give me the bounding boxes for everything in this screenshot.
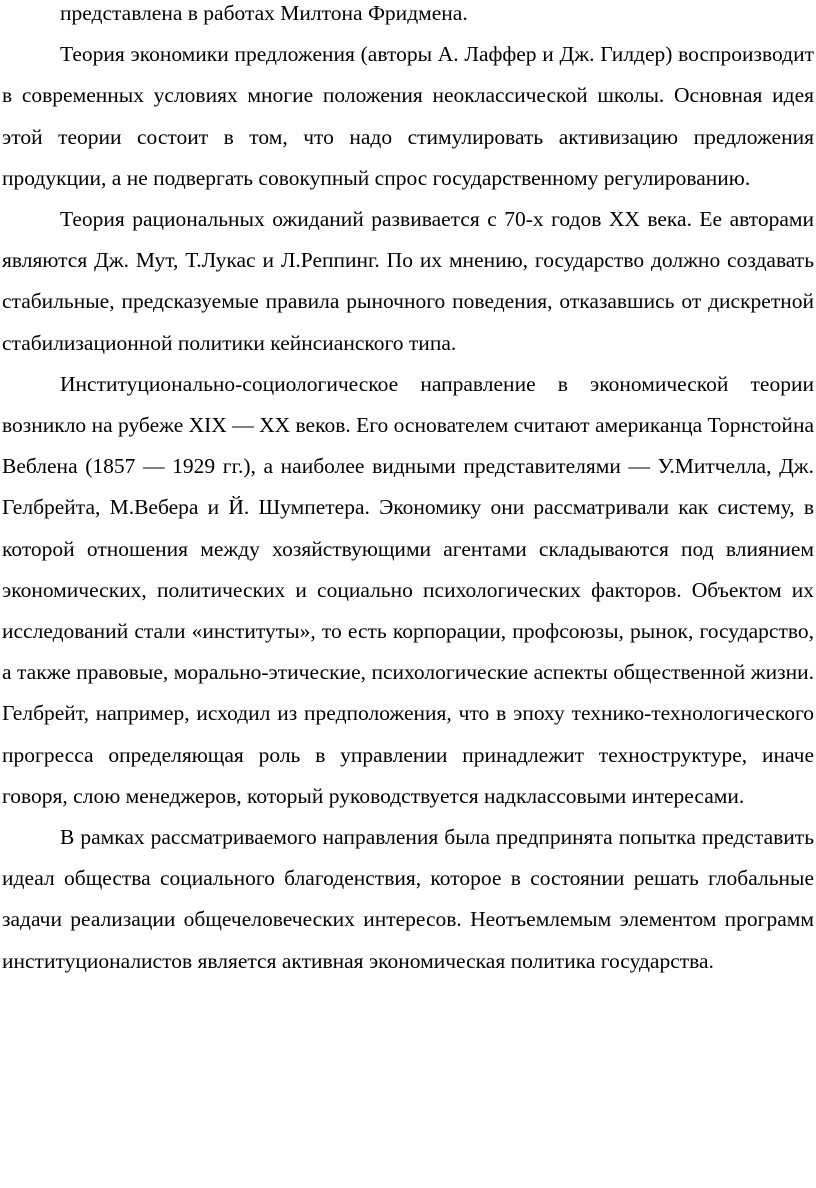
paragraph-rational-expectations: Теория рациональных ожиданий развивается с 70-х годов XX века. Ее авторами являются Дж. Мут, Т.Лукас и Л.Реппинг. По их мнению, государство должно создавать стабильные, предсказуемые правила рыночного поведения, отказавшись от дискретной стабилизационной политики кейнсианского типа. — [2, 207, 814, 355]
paragraph-institutional-direction: Институционально-социологическое направление в экономической теории возникло на рубеже XIX — XX веков. Его основателем считают американца Торнстойна Веблена (1857 — 1929 гг.), а наиболее видными представителями — У.Митчелла, Дж. Гелбрейта, М.Вебера и Й. Шумпетера. Экономику они рассматривали как систему, в которой отношения между хозяйствующими агентами складываются под влиянием экономических, политических и социально психологических факторов. Объектом их исследований стали «институты», то есть корпорации, профсоюзы, рынок, государство, а также правовые, морально-этические, психологические аспекты общественной жизни. Гелбрейт, например, исходил из предположения, что в эпоху технико-технологического прогресса определяющая роль в управлении принадлежит техноструктуре, иначе говоря, слою менеджеров, который руководствуется надклассовыми интересами. — [2, 371, 814, 808]
paragraph-continuation: представлена в работах Милтона Фридмена. — [60, 1, 468, 25]
paragraph-social-welfare: В рамках рассматриваемого направления была предпринята попытка представить идеал общества социального благоденствия, которое в состоянии решать глобальные задачи реализации общечеловеческих интересов. Неотъемлемым элементом программ институционалистов является активная экономическая политика государства. — [2, 825, 814, 973]
paragraph-supply-side-theory: Теория экономики предложения (авторы А. Лаффер и Дж. Гилдер) воспроизводит в современных условиях многие положения неоклассической школы. Основная идея этой теории состоит в том, что надо стимулировать активизацию предложения продукции, а не подвергать совокупный спрос государственному регулированию. — [2, 42, 814, 190]
document-body — [2, 0, 814, 982]
